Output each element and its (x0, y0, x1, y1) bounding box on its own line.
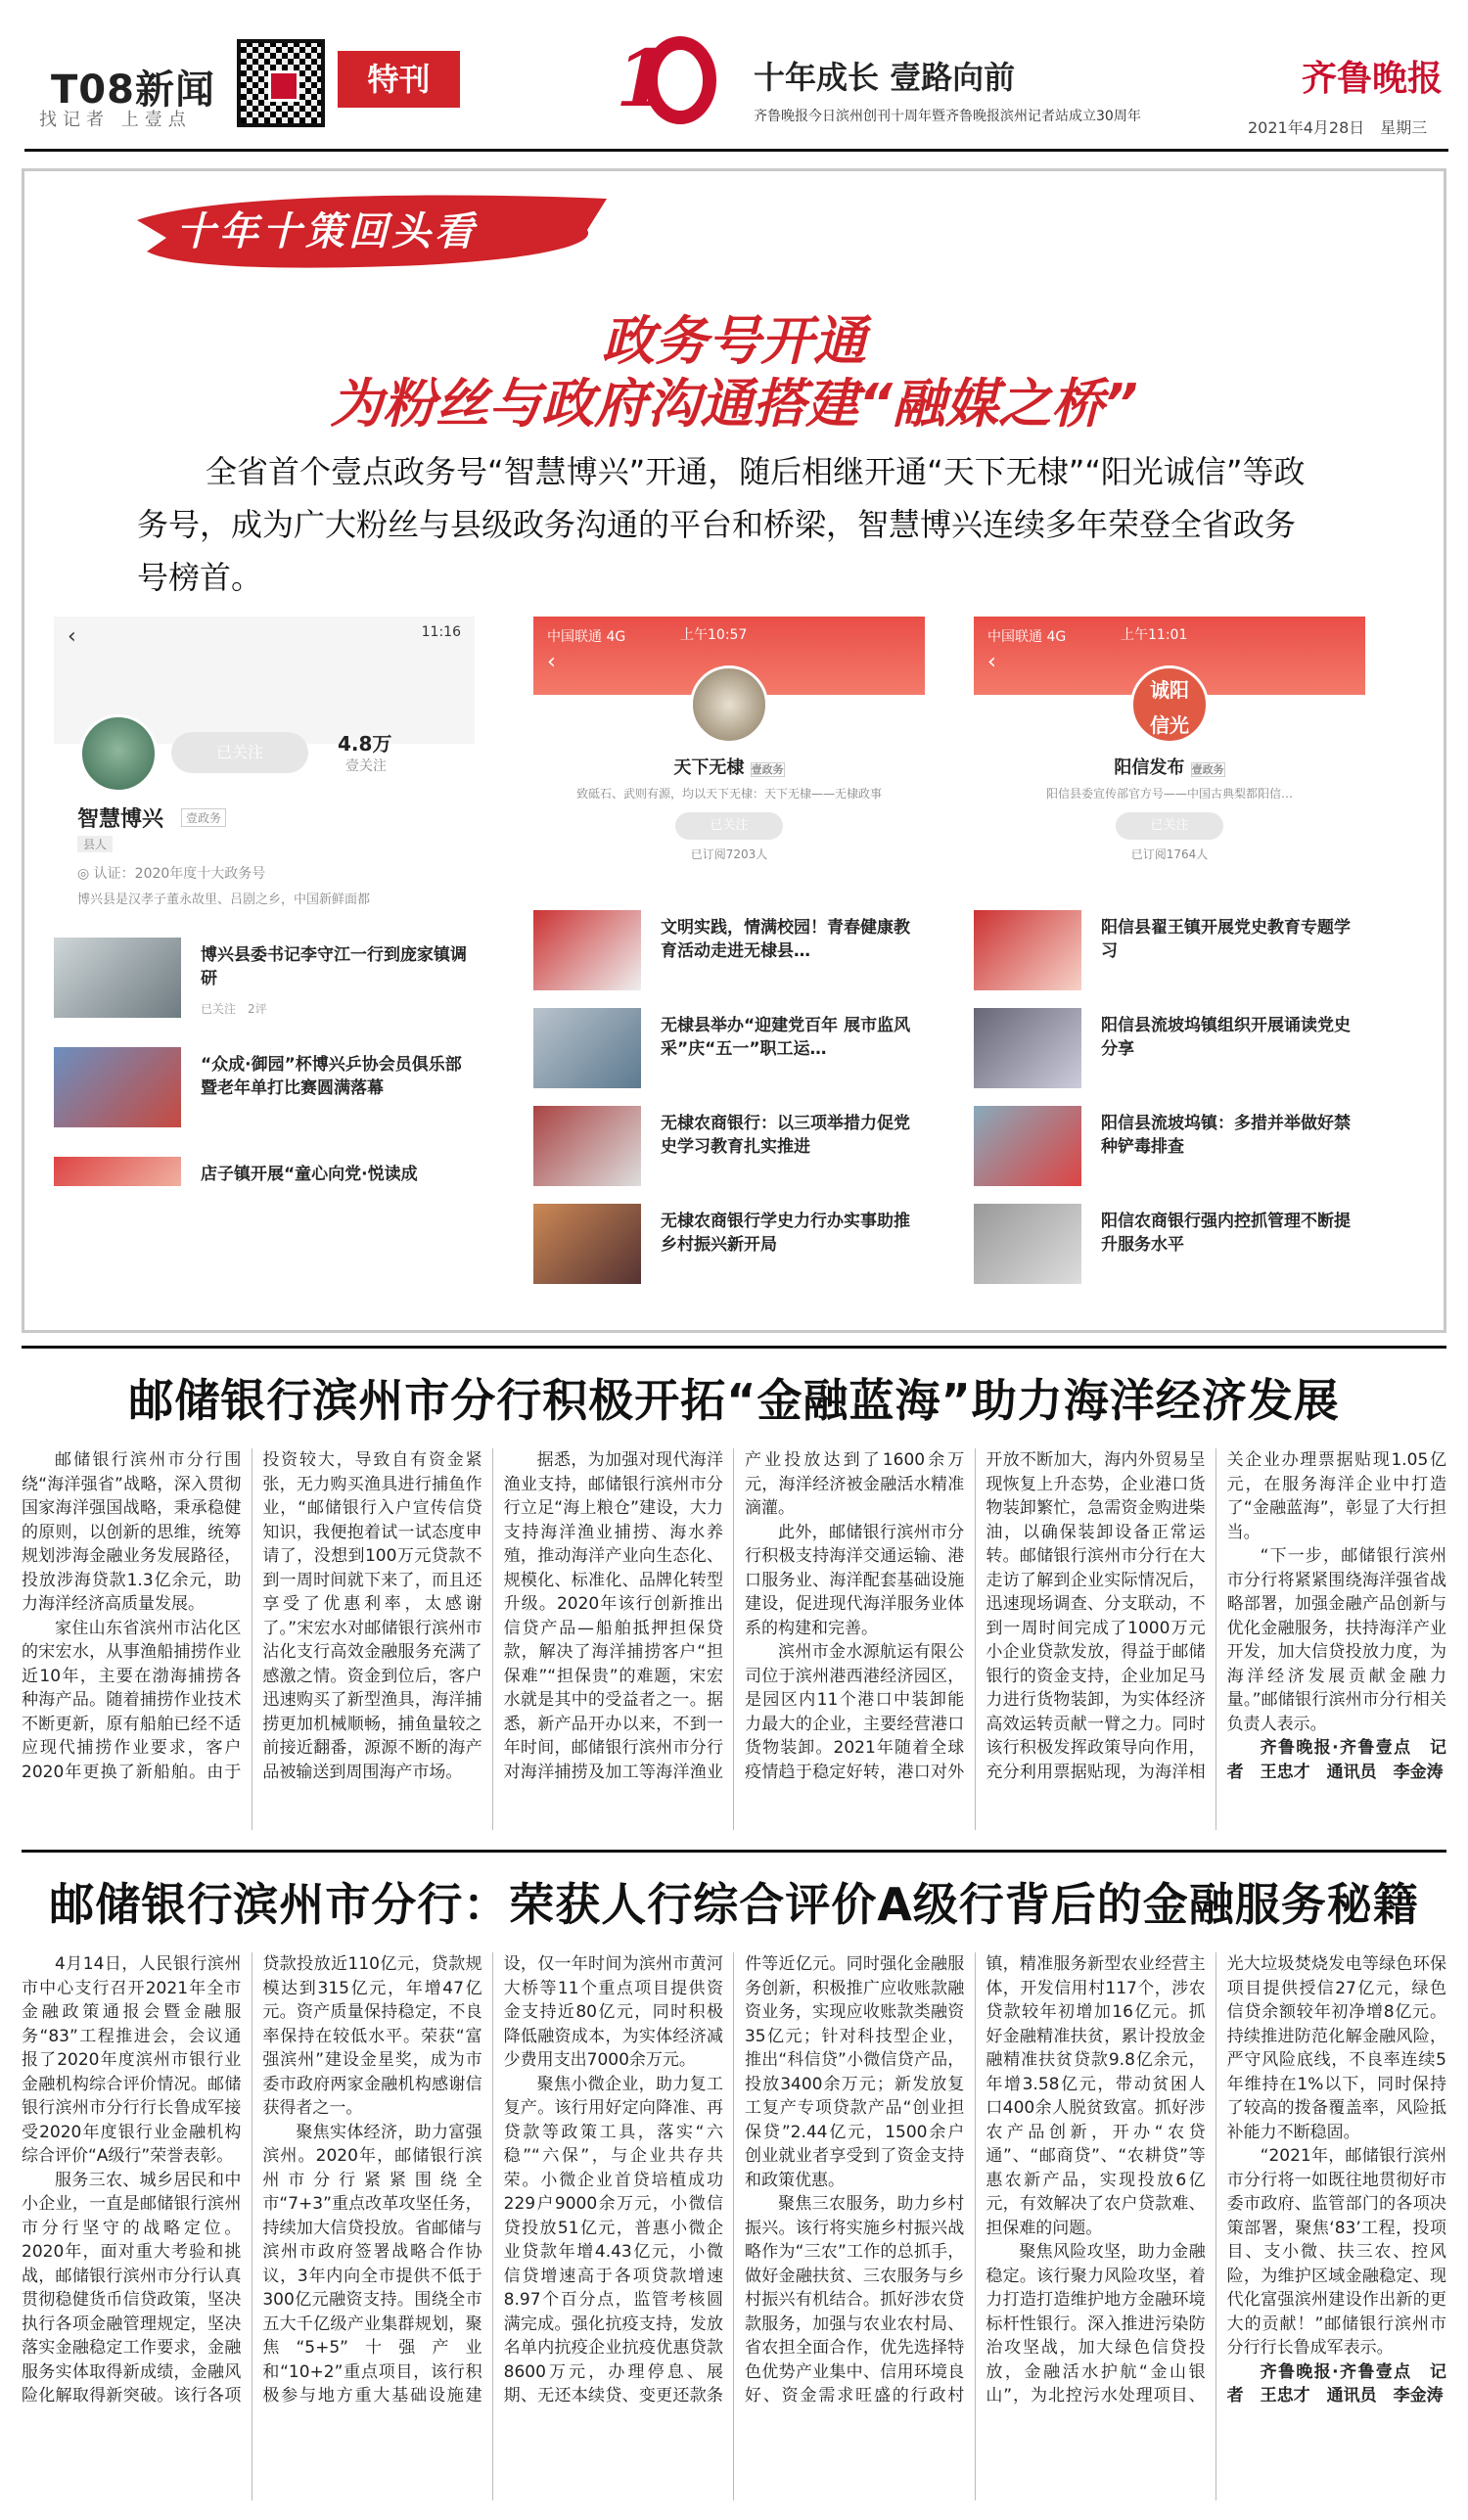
newspaper-brand: 齐鲁晚报 (1302, 58, 1444, 99)
account-logo[interactable]: 诚阳信光 (1130, 665, 1209, 744)
list-item[interactable] (533, 1106, 925, 1194)
qr-code-icon[interactable] (237, 39, 325, 127)
account-name: 智慧博兴 (77, 807, 164, 832)
article-1-body (22, 1448, 1446, 1830)
account-name (533, 754, 925, 779)
header-divider (24, 149, 1448, 152)
news-thumbnail (974, 910, 1081, 990)
list-item[interactable] (54, 1157, 475, 1245)
byline: 齐鲁晚报·齐鲁壹点 记者 王忠才 通讯员 李金涛 (1226, 2361, 1446, 2405)
follow-button[interactable]: 已关注 (1116, 812, 1223, 840)
article-2-title: 邮储银行滨州市分行：荣获人行综合评价A级行背后的金融服务秘籍 (49, 1878, 1419, 1931)
header-slogan: 找记者 上壹点 (39, 110, 192, 130)
list-item[interactable] (974, 1008, 1365, 1096)
list-item[interactable] (974, 1106, 1365, 1194)
anniversary-subtitle: 齐鲁晚报今日滨州创刊十周年暨齐鲁晚报滨州记者站成立30周年 (754, 109, 1141, 124)
phone-screenshot-yangxin-fabu (974, 617, 1365, 1311)
status-time: 上午11:01 (1121, 627, 1188, 643)
paragraph: 聚焦风险攻坚，助力金融稳定。该行聚力风险攻坚，着力打造打造维护地方金融环境标杆性银行。深入推进污染防治攻坚战，加大绿色信贷投放，金融活水护航“金山银山”，为北控污水处理项目、光大垃圾焚烧发电等绿色环保项目提供授信27亿元，绿色信贷余额较年初净增8亿元。持续推进防范化解金融风险，严守风险底线，不良率连续5年维持在1%以下，同时保持了较高的拨备覆盖率，风险抵补能力不断稳固。 (986, 1954, 1446, 2405)
news-title: 阳信农商银行强内控抓管理不断提升服务水平 (1101, 1212, 1351, 1255)
account-tag: 壹政务 (181, 808, 226, 827)
back-arrow-icon[interactable]: ‹ (547, 650, 556, 674)
news-thumbnail (974, 1204, 1081, 1284)
account-tag: 壹政务 (1191, 763, 1224, 776)
back-arrow-icon[interactable]: ‹ (68, 624, 76, 649)
svg-text:1: 1 (616, 32, 670, 124)
fans-label: 壹关注 (345, 758, 387, 774)
check-icon: ◎ (77, 866, 94, 882)
account-desc: 阳信县委宣传部官方号——中国古典梨都阳信… (1045, 787, 1293, 801)
avatar[interactable] (79, 714, 158, 793)
issue-date: 2021年4月28日 星期三 (1248, 118, 1428, 137)
list-item[interactable] (974, 910, 1365, 998)
account-tag: 壹政务 (751, 763, 784, 776)
status-carrier: 中国联通 4G (987, 629, 1067, 645)
news-title: 阳信县流坡坞镇：多措并举做好禁种铲毒排查 (1101, 1114, 1351, 1157)
anniversary-title: 十年成长 壹路向前 (754, 59, 1016, 96)
feature-headline-2: 为粉丝与政府沟通搭建“融媒之桥” (330, 373, 1138, 435)
news-thumbnail (54, 938, 181, 1018)
paragraph: 据悉，为加强对现代海洋渔业支持，邮储银行滨州市分行立足“海上粮仓”建设，大力支持海洋渔业捕捞、海水养殖，推动海洋产业向生态化、规模化、标准化、品牌化转型升级。2020年该行创新推出信贷产品—船舶抵押担保贷款，解决了海洋捕捞客户“担保难”“担保贵”的难题，宋宏水就是其中的受益者之一。据悉，新产品开办以来，不到一年时间，邮储银行滨州市分行对海洋捕捞及加工等海洋渔业产业投放达到了1600余万元，海洋经济被金融活水精准滴灌。 (503, 1450, 965, 1782)
news-title: 文明实践，情满校园！青春健康教育活动走进无棣县… (661, 918, 910, 961)
page-number: T08新闻 (51, 68, 215, 113)
article-2-body (22, 1952, 1446, 2500)
paragraph: 4月14日，人民银行滨州市中心支行召开2021年全市金融政策通报会暨金融服务“83”工程推进会，会议通报了2020年度滨州市银行业金融机构综合评价情况。邮储银行滨州市分行行长鲁成军接受2020年度银行业金融机构综合评价“A级行”荣誉表彰。 (22, 1954, 242, 2166)
article-divider (22, 1346, 1446, 1349)
news-thumbnail (974, 1106, 1081, 1186)
article-1-title: 邮储银行滨州市分行积极开拓“金融蓝海”助力海洋经济发展 (128, 1374, 1340, 1427)
list-item[interactable] (54, 1047, 475, 1135)
news-thumbnail (533, 910, 641, 990)
list-item[interactable] (533, 910, 925, 998)
back-arrow-icon[interactable]: ‹ (987, 650, 996, 674)
status-time: 上午10:57 (680, 627, 748, 643)
news-thumbnail (533, 1204, 641, 1284)
paragraph: 滨州市金水源航运有限公司位于滨州港西港经济园区，是园区内11个港口中装卸能力最大的企业，主要经营港口货物装卸。2021年随着全球疫情趋于稳定好转，港口对外开放不断加大，海内外贸易呈现恢复上升态势，企业港口货物装卸繁忙，急需资金购进柴油，以确保装卸设备正常运转。邮储银行滨州市分行在大走访了解到企业实际情况后，迅速现场调查、分支联动，不到一周时间完成了1000万元小企业贷款发放，得益于邮储银行的资金支持，企业加足马力进行货物装卸，为实体经济高效运转贡献一臂之力。同时该行积极发挥政策导向作用，充分利用票据贴现，为海洋相关企业办理票据贴现1.05亿元，在服务海洋企业中打造了“金融蓝海”，彰显了大行担当。 (744, 1450, 1446, 1782)
paragraph: 服务三农、城乡居民和中小企业，一直是邮储银行滨州市分行坚守的战略定位。2020年，面对重大考验和挑战，邮储银行滨州市分行认真贯彻稳健货币信贷政策，坚决执行各项金融管理规定，坚决落实金融稳定工作要求，金融服务实体取得新成绩，金融风险化解取得新突破。该行各项贷款投放近110亿元，贷款规模达到315亿元，年增47亿元。资产质量保持稳定，不良率保持在较低水平。荣获“富强滨州”建设金星奖，成为市委市政府两家金融机构感谢信获得者之一。 (22, 1954, 482, 2405)
news-title: 阳信县翟王镇开展党史教育专题学习 (1101, 918, 1351, 961)
fans-count: 已订阅1764人 (1130, 848, 1209, 861)
list-item[interactable] (533, 1204, 925, 1292)
certification (77, 863, 265, 883)
paragraph: 聚焦三农服务，助力乡村振兴。该行将实施乡村振兴战略作为“三农”工作的总抓手，做好金融扶贫、三农服务与乡村振兴有机结合。抓好涉农贷款服务，加强与农业农村局、省农担全面合作，优先选择特色优势产业集中、信用环境良好、资金需求旺盛的行政村镇，精准服务新型农业经营主体，开发信用村117个，涉农贷款较年初增加16亿元。抓好金融精准扶贫，累计投放金融精准扶贫贷款9.8亿余元，年增3.58亿元，带动贫困人口400余人脱贫致富。抓好涉农产品创新，开办“农贷通”、“邮商贷”、“农耕贷”等惠农新产品，实现投放6亿元，有效解决了农户贷款难、担保难的问题。 (744, 1954, 1206, 2405)
feature-intro: 全省首个壹点政务号“智慧博兴”开通，随后相继开通“天下无棣”“阳光诚信”等政务号，成为广大粉丝与县级政务沟通的平台和桥梁，智慧博兴连续多年荣登全省政务号榜首。 (137, 453, 1306, 596)
paragraph: 聚焦实体经济，助力富强滨州。2020年，邮储银行滨州市分行紧紧围绕全市“7+3”重点改革攻坚任务，持续加大信贷投放。省邮储与滨州市政府签署战略合作协议，3年内向全市提供不低于300亿元融资支持。围绕全市五大千亿级产业集群规划，聚焦“5+5”十强产业和“10+2”重点项目，该行积极参与地方重大基础设施建设，仅一年时间为滨州市黄河大桥等11个重点项目提供资金支持近80亿元，同时积极降低融资成本，为实体经济减少费用支出7000余万元。 (262, 1954, 723, 2405)
news-thumbnail (54, 1047, 181, 1127)
account-name-text: 阳信发布 (1114, 757, 1185, 778)
news-title: “众成·御园”杯博兴乒协会员俱乐部暨老年单打比赛圆满落幕 (201, 1055, 462, 1098)
status-time: 11:16 (421, 624, 461, 640)
phone-screenshot-tianxia-wudi (533, 617, 925, 1311)
paragraph: 邮储银行滨州市分行围绕“海洋强省”战略，深入贯彻国家海洋强国战略，秉承稳健的原则，以创新的思维，统筹规划涉海金融业务发展路径，投放涉海贷款1.3亿余元，助力海洋经济高质量发展。 (22, 1450, 242, 1614)
news-thumbnail (533, 1008, 641, 1088)
fans-count: 4.8万 (338, 732, 392, 756)
paragraph: 此外，邮储银行滨州市分行积极支持海洋交通运输、港口服务业、海洋配套基础设施建设，促进现代海洋服务业体系的构建和完善。 (744, 1522, 965, 1638)
list-item[interactable] (533, 1008, 925, 1096)
byline: 齐鲁晚报·齐鲁壹点 记者 王忠才 通讯员 李金涛 (1226, 1738, 1446, 1782)
anniversary-logo-icon (612, 29, 719, 127)
avatar[interactable] (690, 665, 768, 744)
account-desc: 致砥石、武则有源，均以天下无棣：天下无棣——无棣政事 (575, 787, 882, 801)
list-item[interactable] (974, 1204, 1365, 1292)
paragraph: “2021年，邮储银行滨州市分行将一如既往地贯彻好市委市政府、监管部门的各项决策部署，聚焦‘83’工程，投项目、支小微、扶三农、控风险，为维护区域金融稳定、现代化富强滨州建设作出新的更大的贡献！”邮储银行滨州市分行行长鲁成军表示。 (1226, 2146, 1446, 2358)
section-banner: 十年十策回头看 (176, 208, 478, 254)
follow-button[interactable]: 已关注 (675, 812, 783, 840)
account-name (974, 754, 1365, 779)
news-title: 博兴县委书记李守江一行到庞家镇调研 (201, 945, 467, 988)
news-thumbnail (54, 1157, 181, 1186)
news-title: 店子镇开展“童心向党·悦读成 (201, 1165, 418, 1184)
news-meta: 已关注 2评 (201, 1002, 267, 1016)
account-name-text: 天下无棣 (673, 757, 745, 778)
news-title: 无棣农商银行学史力行办实事助推乡村振兴新开局 (661, 1212, 910, 1255)
status-carrier: 中国联通 4G (547, 629, 626, 645)
news-title: 无棣县举办“迎建党百年 展市监风采”庆“五一”职工运… (661, 1016, 911, 1059)
news-thumbnail (974, 1008, 1081, 1088)
type-badge: 县人 (77, 836, 113, 852)
news-thumbnail (533, 1106, 641, 1186)
news-title: 无棣农商银行：以三项举措力促党史学习教育扎实推进 (661, 1114, 910, 1157)
follow-button[interactable]: 已关注 (171, 732, 308, 773)
article-divider (22, 1850, 1446, 1853)
news-title: 阳信县流坡坞镇组织开展诵读党史分享 (1101, 1016, 1351, 1059)
fans-count: 已订阅7203人 (690, 848, 768, 861)
phone-screenshot-zhihui-boxing (54, 617, 475, 1311)
account-desc: 博兴县是汉孝子董永故里、吕剧之乡，中国新鲜面都 (77, 893, 371, 907)
paragraph: “下一步，邮储银行滨州市分行将紧紧围绕海洋强省战略部署，加强金融产品创新与优化金融服务，扶持海洋产业开发，加大信贷投放力度，为海洋经济发展贡献金融力量。”邮储银行滨州市分行相关负责人表示。 (1226, 1546, 1446, 1734)
special-issue-tag: 特刊 (338, 51, 460, 108)
feature-headline-1: 政务号开通 (602, 310, 866, 372)
list-item[interactable] (54, 938, 475, 1026)
paragraph: 家住山东省滨州市沾化区的宋宏水，从事渔船捕捞作业近10年，主要在渤海捕捞各种海产品。随着捕捞作业技术不断更新，原有船舶已经不适应现代捕捞作业要求，客户2020年更换了新船舶。由于投资较大，导致自有资金紧张，无力购买渔具进行捕鱼作业，“邮储银行入户宣传信贷知识，我便抱着试一试态度申请了，没想到100万元贷款不到一周时间就下来了，而且还享受了优惠利率，太感谢了。”宋宏水对邮储银行滨州市沾化支行高效金融服务充满了感激之情。资金到位后，客户迅速购买了新型渔具，海洋捕捞更加机械顺畅，捕鱼量较之前接近翻番，源源不断的海产品被输送到周围海产市场。 (22, 1450, 482, 1782)
paragraph: 聚焦小微企业，助力复工复产。该行用好定向降准、再贷款等政策工具，落实“六稳”“六保”，与企业共存共荣。小微企业首贷培植成功229户9000余万元，小微信贷投放51亿元，普惠小微企业贷款年增4.43亿元，小微信贷增速高于各项贷款增速8.97个百分点，监管考核圆满完成。强化抗疫支持，发放名单内抗疫企业抗疫优惠贷款8600万元，办理停息、展期、无还本续贷、变更还款条件等近亿元。同时强化金融服务创新，积极推广应收账款融资业务，实现应收账款类融资35亿元；针对科技型企业，推出“科信贷”小微信贷产品，投放3400余万元；新发放复工复产专项贷款产品“创业担保贷”2.44亿元，1500余户创业就业者享受到了资金支持和政策优惠。 (503, 1954, 965, 2405)
certification-text: 认证：2020年度十大政务号 (93, 866, 266, 882)
